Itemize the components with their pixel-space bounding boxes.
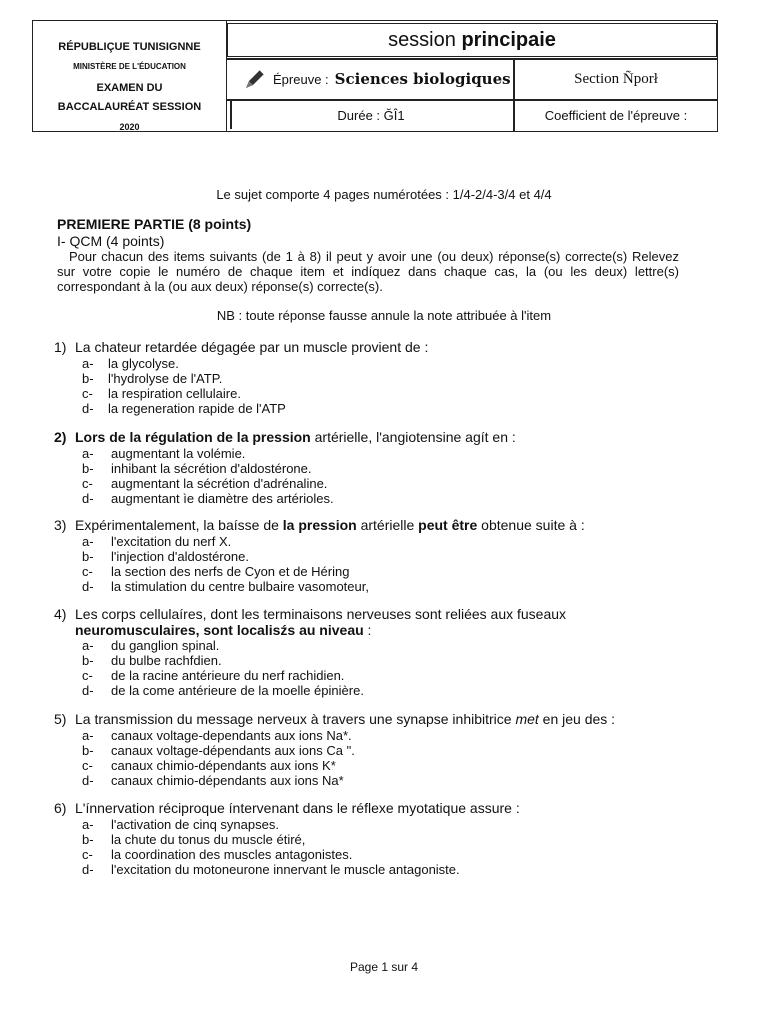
question-number: 2) [54, 429, 67, 445]
answer-option [82, 371, 222, 386]
option-letter: d- [82, 683, 94, 698]
question-number: 5) [54, 711, 67, 727]
option-text: la coordination des muscles antagonistes. [111, 847, 353, 862]
question-number: 1) [54, 339, 67, 355]
session-prefix: session [388, 29, 456, 51]
option-letter: b- [82, 832, 94, 847]
option-letter: d- [82, 862, 94, 877]
question-text-run: Lors de la régulation de la pression [75, 429, 311, 445]
question-text-run: neuromusculaires, sont localisźs au niveau [75, 622, 364, 638]
answer-option [82, 728, 352, 743]
answer-option [82, 401, 286, 416]
option-text: canaux voltage-dépendants aux ions Ca ". [111, 743, 355, 758]
option-text: canaux chimio-dépendants aux ions K* [111, 758, 336, 773]
duration-label: Durée : ĞÎ1 [337, 108, 405, 123]
epreuve-cell [229, 59, 513, 99]
option-letter: a- [82, 638, 94, 653]
answer-option [82, 758, 336, 773]
question-text-run: met [515, 711, 539, 727]
option-text: la section des nerfs de Cyon et de Héring [111, 564, 350, 579]
ministry-label: MINISTÈRE DE L'ÉDUCATION [73, 62, 186, 71]
question-text-run: La chateur retardée dégagée par un muscle provient de : [75, 339, 429, 355]
ministry-block [33, 21, 227, 131]
question-text-run: : [363, 622, 372, 638]
part-title: PREMIERE PARTIE (8 points) [57, 216, 252, 232]
option-text: inhibant la sécrétion d'aldostérone. [111, 461, 312, 476]
qcm-title: I- QCM (4 points) [57, 233, 165, 249]
option-text: augmentant la sécrétion d'adrénaline. [111, 476, 328, 491]
answer-option [82, 817, 279, 832]
epreuve-label: Épreuve : [273, 71, 329, 87]
option-text: la chute du tonus du muscle étiré, [111, 832, 306, 847]
nb-note: NB : toute réponse fausse annule la note attribuée à l'item [216, 308, 552, 323]
answer-option [82, 491, 334, 506]
question-stem [54, 801, 520, 816]
option-letter: a- [82, 728, 94, 743]
answer-option [82, 356, 179, 371]
option-letter: d- [82, 579, 94, 594]
answer-option [82, 862, 460, 877]
answer-option [82, 579, 369, 594]
republic-label: RÉPUBLIÇUE TUNISIGNNE [58, 41, 201, 53]
option-text: la respiration cellulaire. [108, 386, 241, 401]
answer-option [82, 743, 355, 758]
exam-label: EXAMEN DU [96, 82, 163, 94]
option-letter: a- [82, 356, 94, 371]
option-text: du bulbe rachfdien. [111, 653, 222, 668]
answer-option [82, 847, 352, 862]
question-text-run: peut être [418, 517, 478, 533]
option-letter: d- [82, 773, 94, 788]
session-type: principaie [461, 29, 556, 51]
option-letter: d- [82, 401, 94, 416]
answer-option [82, 668, 344, 683]
option-text: la glycolyse. [108, 356, 179, 371]
question-stem [54, 712, 615, 727]
exam-header [32, 20, 718, 132]
option-text: canaux chimio-dépendants aux ions Na* [111, 773, 344, 788]
pages-notice: Le sujet comporte 4 pages numérotées : 1/4-2/4-3/4 et 4/4 [216, 187, 552, 202]
option-text: de la come antérieure de la moelle épinière. [111, 683, 364, 698]
question-number: 6) [54, 800, 67, 816]
question-text-run: obtenue suite à : [477, 517, 585, 533]
option-letter: b- [82, 461, 94, 476]
option-letter: c- [82, 668, 93, 683]
answer-option [82, 832, 305, 847]
subject-name: Sciences biologiques [334, 70, 511, 88]
option-text: la regeneration rapide de l'ATP [108, 401, 286, 416]
option-text: la stimulation du centre bulbaire vasomoteur, [111, 579, 369, 594]
answer-option [82, 534, 231, 549]
question-stem [54, 607, 566, 622]
option-text: du ganglion spinal. [111, 638, 220, 653]
answer-option [82, 476, 327, 491]
question-text-run: artérielle [356, 517, 419, 533]
year-label: 2020 [119, 122, 140, 132]
question-text-run: L'ínnervation réciproque íntervenant dans le réflexe myotatique assure : [75, 800, 520, 816]
question-text-run: en jeu des : [538, 711, 616, 727]
question-text-run: La transmission du message nerveux à travers une synapse inhibitrice [75, 711, 516, 727]
question-stem [54, 518, 585, 533]
option-text: l'activation de cinq synapses. [111, 817, 279, 832]
coefficient-label: Coefficient de l'épreuve : [544, 108, 688, 123]
option-letter: c- [82, 564, 93, 579]
option-text: canaux voltage-dependants aux ions Na*. [111, 728, 352, 743]
answer-option [82, 638, 219, 653]
answer-option [82, 461, 312, 476]
question-number: 3) [54, 517, 67, 533]
answer-option [82, 653, 222, 668]
question-stem-continued [75, 623, 371, 638]
option-letter: d- [82, 491, 94, 506]
pencil-icon [243, 67, 267, 91]
option-letter: b- [82, 653, 94, 668]
question-stem [54, 340, 428, 355]
option-letter: b- [82, 371, 94, 386]
answer-option [82, 683, 364, 698]
page-number: Page 1 sur 4 [349, 960, 419, 974]
question-text-run: la pression [282, 517, 357, 533]
option-letter: c- [82, 847, 93, 862]
question-text-run: artérielle, l'angiotensine agít en : [310, 429, 516, 445]
question-text-run: Expérimentalement, la baísse de [75, 517, 283, 533]
answer-option [82, 773, 344, 788]
answer-option [82, 564, 349, 579]
section-label: Section Ñporł [574, 71, 658, 87]
question-text-run: Les corps cellulaíres, dont les terminaisons nerveuses sont reliées aux fuseaux [75, 606, 567, 622]
option-text: l'hydrolyse de l'ATP. [108, 371, 223, 386]
option-text: l'excitation du nerf X. [111, 534, 232, 549]
instructions-paragraph: Pour chacun des items suivants (de 1 à 8) il peut y avoir une (ou deux) réponse(s) correcte(s) Relevez sur votre copie le numéro de chaque item et indíquez dans chaque cas, la (ou les deux) lettre(s) correspondant à la (ou aux deux) réponse(s) correcte(s). [57, 249, 679, 294]
question-number: 4) [54, 606, 67, 622]
option-text: l'excitation du motoneurone innervant le muscle antagoniste. [111, 862, 460, 877]
bac-session-label: BACCALAURÉAT SESSION [57, 101, 202, 113]
answer-option [82, 446, 245, 461]
answer-option [82, 549, 249, 564]
option-text: augmentant ìe diamètre des artérioles. [111, 491, 334, 506]
option-text: l'injection d'aldostérone. [111, 549, 249, 564]
option-letter: a- [82, 534, 94, 549]
question-stem [54, 430, 516, 445]
option-letter: c- [82, 476, 93, 491]
option-letter: c- [82, 758, 93, 773]
answer-option [82, 386, 241, 401]
option-letter: b- [82, 549, 94, 564]
option-letter: b- [82, 743, 94, 758]
option-letter: c- [82, 386, 93, 401]
option-text: de la racine antérieure du nerf rachidien. [111, 668, 345, 683]
option-letter: a- [82, 446, 94, 461]
session-title [227, 23, 717, 57]
option-letter: a- [82, 817, 94, 832]
option-text: augmentant la volémie. [111, 446, 246, 461]
